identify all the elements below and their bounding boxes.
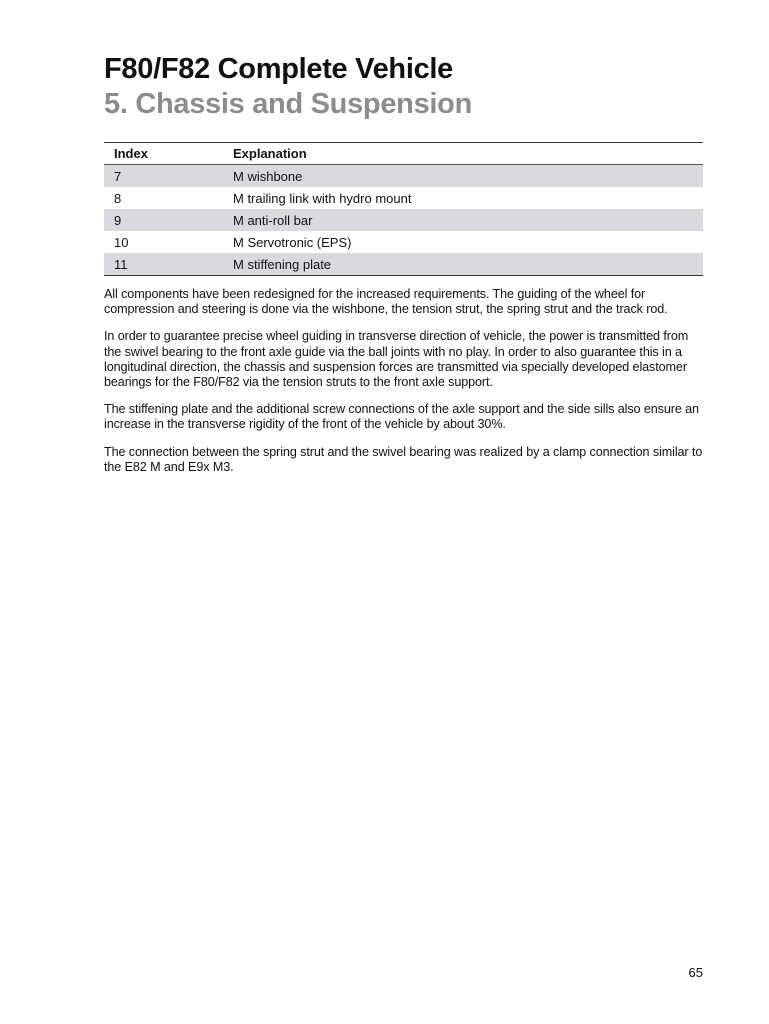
table-row	[104, 209, 703, 231]
body-text	[104, 287, 703, 475]
table-header-row	[104, 143, 703, 165]
page-number: 65	[688, 965, 703, 980]
table-row	[104, 231, 703, 253]
row-explanation: M stiffening plate	[233, 253, 703, 276]
paragraph: The stiffening plate and the additional screw connections of the axle support and the side sills also ensure an increase in the transverse rigidity of the front of the vehicle by about 30%.	[104, 402, 699, 432]
paragraph: The connection between the spring strut and the swivel bearing was realized by a clamp connection similar to the E82 M and E9x M3.	[104, 444, 703, 474]
table-row	[104, 165, 703, 188]
row-explanation: M Servotronic (EPS)	[233, 234, 352, 250]
row-explanation: M wishbone	[233, 165, 703, 188]
document-page	[104, 52, 703, 487]
index-table	[104, 142, 703, 276]
paragraph: All components have been redesigned for the increased requirements. The guiding of the wheel for compression and steering is done via the wishbone, the tension strut, the spring strut and the track rod.	[104, 287, 668, 317]
row-index: 9	[104, 209, 233, 231]
row-index: 8	[114, 190, 122, 206]
paragraph: In order to guarantee precise wheel guiding in transverse direction of vehicle, the power is transmitted from the swivel bearing to the front axle guide via the ball joints with no play. In order to also guarantee this in a longitudinal direction, the chassis and suspension forces are transmitted via specially developed elastomer bearings for the F80/F82 via the tension struts to the front axle support.	[104, 329, 689, 390]
row-index: 11	[104, 253, 233, 276]
row-explanation: M trailing link with hydro mount	[233, 190, 412, 206]
row-index: 10	[114, 234, 129, 250]
row-explanation: M anti-roll bar	[233, 209, 703, 231]
header-index: Index	[104, 143, 233, 165]
row-index: 7	[104, 165, 233, 188]
table-row	[104, 253, 703, 276]
header-explanation: Explanation	[233, 143, 703, 165]
page-title: F80/F82 Complete Vehicle	[104, 53, 453, 85]
section-subtitle: 5. Chassis and Suspension	[104, 88, 472, 120]
table-row	[104, 187, 703, 209]
